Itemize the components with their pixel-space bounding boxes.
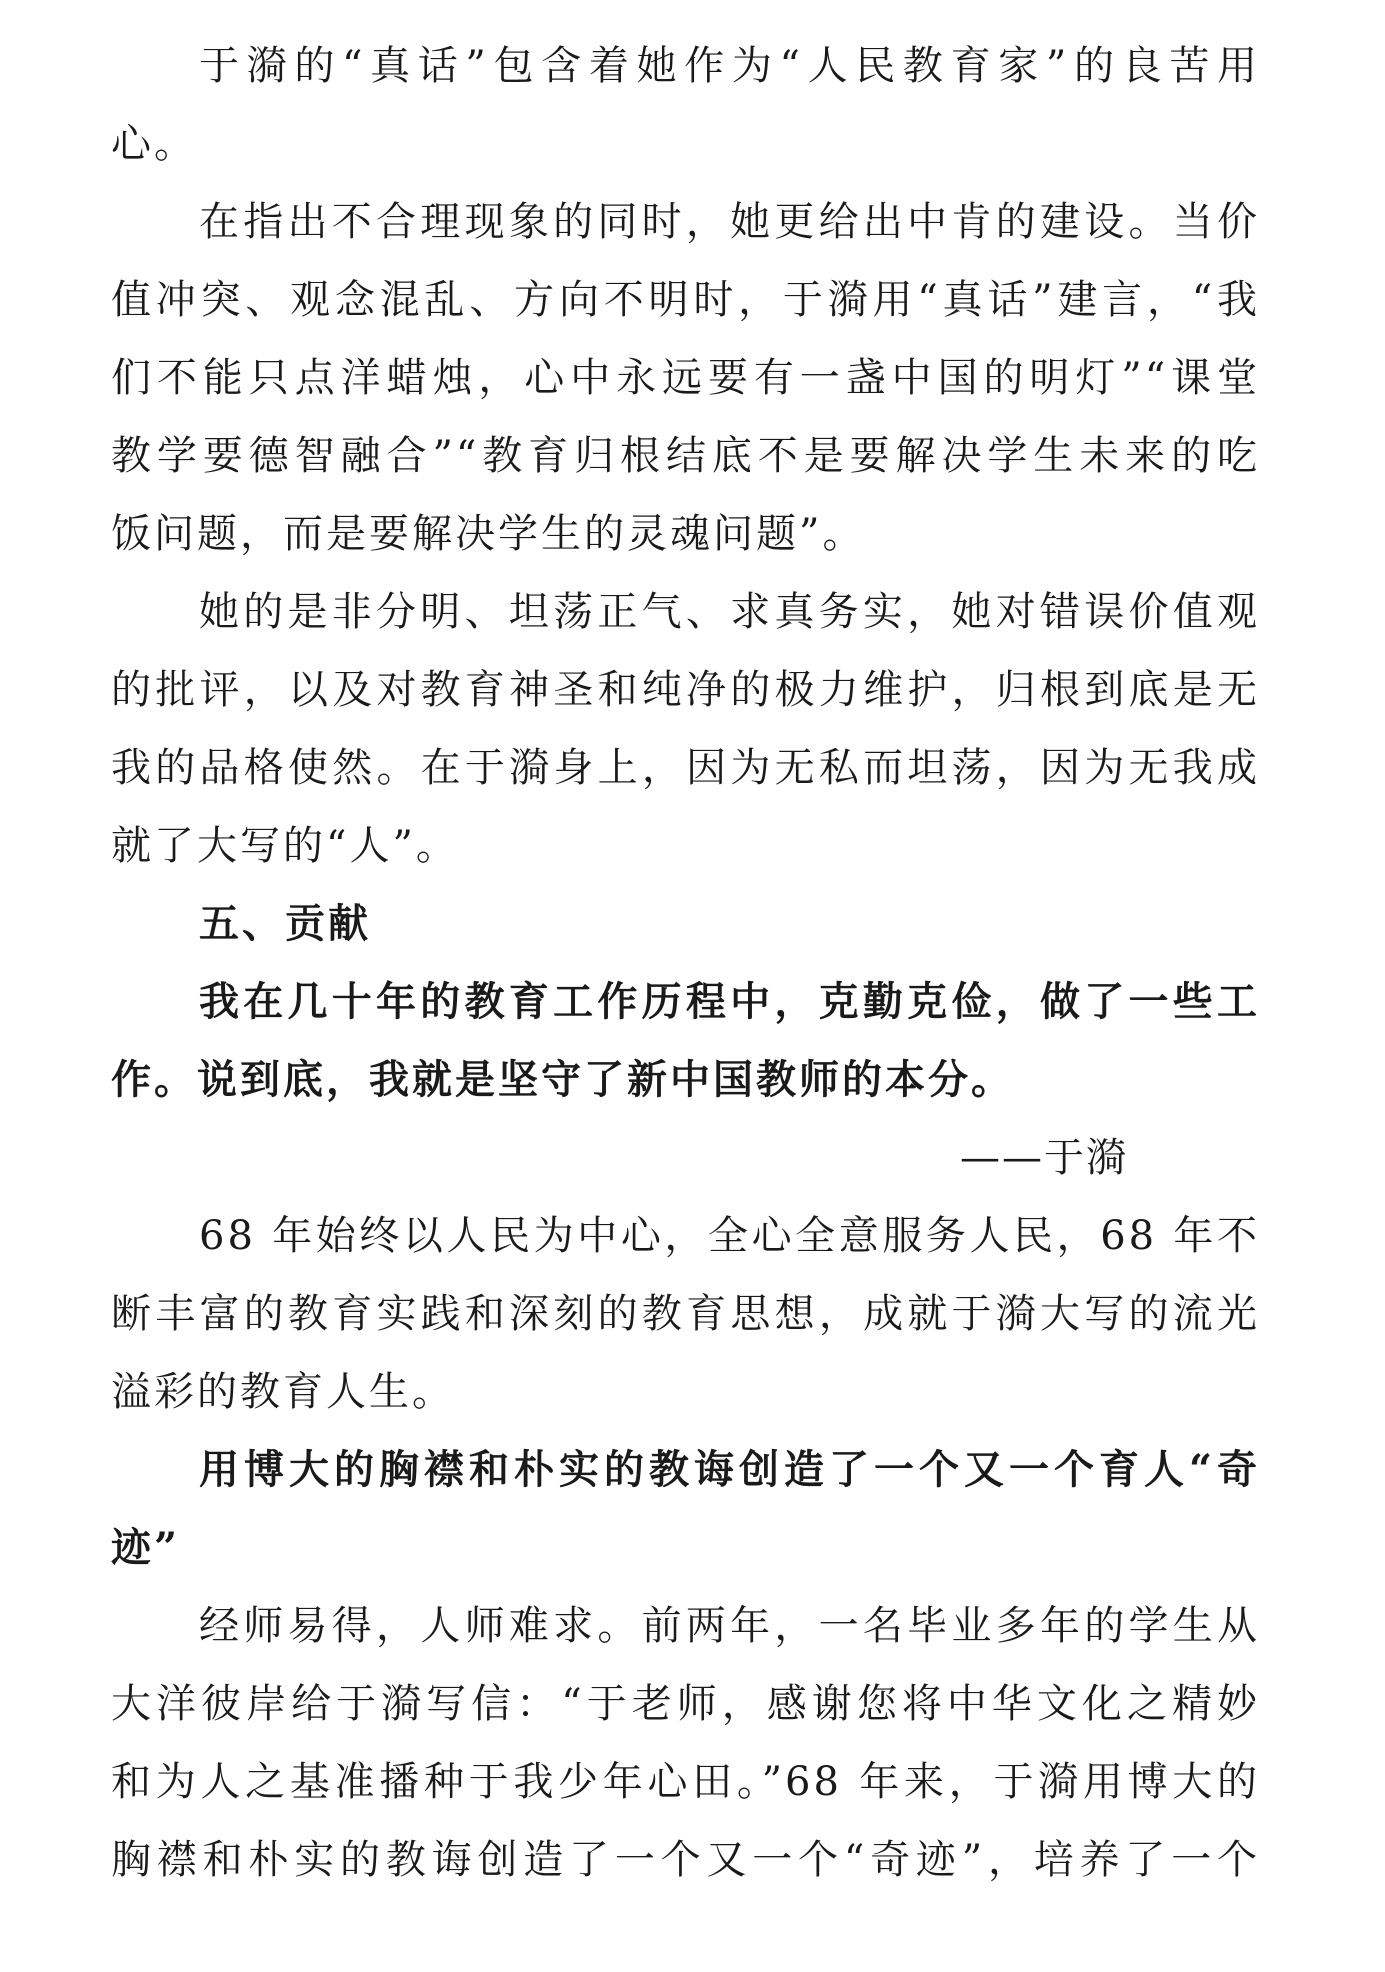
body-line: 我的品格使然。在于漪身上，因为无私而坦荡，因为无我成 <box>111 745 1260 791</box>
subheading-line: 迹” <box>111 1524 181 1571</box>
body-line: 就了大写的“人”。 <box>111 823 459 869</box>
body-line: 的批评，以及对教育神圣和纯净的极力维护，归根到底是无 <box>111 667 1260 713</box>
body-line: 大洋彼岸给于漪写信：“于老师，感谢您将中华文化之精妙 <box>111 1681 1260 1727</box>
section-heading: 五、贡献 <box>199 900 371 947</box>
body-line: 饭问题，而是要解决学生的灵魂问题”。 <box>111 511 866 557</box>
paragraph-suggestion <box>111 183 1260 573</box>
paragraph-68-years <box>111 1197 1260 1431</box>
paragraph-truth <box>111 27 1260 183</box>
body-line: 溢彩的教育人生。 <box>111 1369 455 1415</box>
paragraph-teacher <box>111 1587 1260 1899</box>
body-line: 和为人之基准播种于我少年心田。”68 年来，于漪用博大的 <box>111 1759 1260 1805</box>
body-line: 们不能只点洋蜡烛，心中永远要有一盏中国的明灯”“课堂 <box>111 355 1260 401</box>
body-line: 于漪的“真话”包含着她作为“人民教育家”的良苦用 <box>199 43 1260 89</box>
subheading-miracle <box>111 1431 1260 1587</box>
body-line: 教学要德智融合”“教育归根结底不是要解决学生未来的吃 <box>111 433 1260 479</box>
body-line: 在指出不合理现象的同时，她更给出中肯的建设。当价 <box>199 199 1260 245</box>
document-page <box>111 27 1260 1899</box>
subheading-line: 用博大的胸襟和朴实的教诲创造了一个又一个育人“奇 <box>199 1446 1260 1493</box>
quote-attribution: ——于漪 <box>960 1135 1128 1181</box>
body-line: 经师易得，人师难求。前两年，一名毕业多年的学生从 <box>199 1603 1260 1649</box>
body-line: 胸襟和朴实的教诲创造了一个又一个“奇迹”，培养了一个 <box>111 1837 1260 1883</box>
body-line: 她的是非分明、坦荡正气、求真务实，她对错误价值观 <box>199 589 1260 635</box>
body-line: 断丰富的教育实践和深刻的教育思想，成就于漪大写的流光 <box>111 1291 1260 1337</box>
paragraph-character <box>111 573 1260 885</box>
section-contribution <box>111 885 1260 1197</box>
quote-line: 我在几十年的教育工作历程中，克勤克俭，做了一些工 <box>199 978 1260 1025</box>
body-line: 值冲突、观念混乱、方向不明时，于漪用“真话”建言，“我 <box>111 277 1260 323</box>
quote-line: 作。说到底，我就是坚守了新中国教师的本分。 <box>111 1056 1014 1103</box>
body-line: 心。 <box>111 121 197 167</box>
body-line: 68 年始终以人民为中心，全心全意服务人民，68 年不 <box>199 1213 1260 1259</box>
